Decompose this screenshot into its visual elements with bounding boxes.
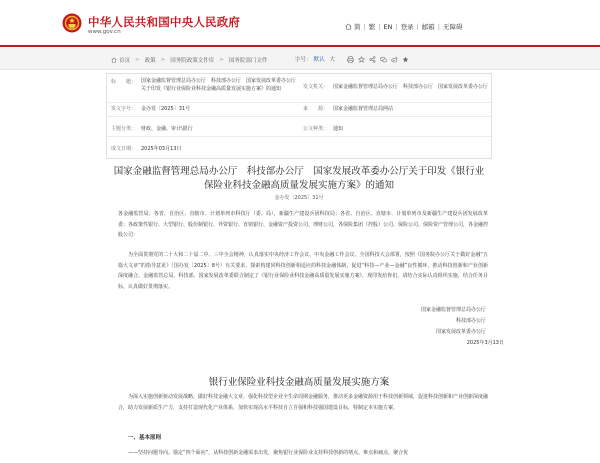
location-icon xyxy=(111,57,117,63)
site-url: www.gov.cn xyxy=(88,29,121,35)
font-size-large[interactable]: 大 xyxy=(329,57,336,63)
signature-2: 科技部办公厅 xyxy=(455,318,486,324)
signature-3: 国家发展改革委办公厅 xyxy=(435,329,486,335)
signature-date: 2025年3月13日 xyxy=(466,340,504,346)
header-divider xyxy=(0,45,600,47)
nav-login[interactable]: 登录 xyxy=(400,23,414,31)
document-title: 国家金融监督管理总局办公厅 科技部办公厅 国家发展改革委办公厅关于印发《银行业 保险业科技金融高质量发展实施方案》的通知 xyxy=(113,166,485,191)
meta-number-value: 金办发〔2025〕31号 xyxy=(141,106,191,112)
meta-number-label: 发文字号： xyxy=(111,106,137,112)
paragraph-intro: 为深入实施创新驱动发展战略，做好科技金融大文章，强化科技型企业全生命周期金融服务，推动更多金融资源用于科技创新领域，促进科技创新和产业创新深度融合，助力发展新质生产力，支持打造现代化产业体系，加快实现高水平科技自立自强和科技强国建设目标，特制定本实施方案。 xyxy=(118,394,489,411)
nav-simplified[interactable]: 简 xyxy=(345,22,361,31)
crumb-home[interactable]: 首页 xyxy=(119,58,131,64)
meta-kind-label: 公文种类： xyxy=(303,126,329,132)
heading-basic-principles: 一、基本原则 xyxy=(128,435,162,441)
document-meta-table xyxy=(106,73,492,159)
meta-kind-value: 通知 xyxy=(333,126,344,132)
paragraph-addressees: 各金融监管局；各省、自治区、直辖市、计划单列市科技厅（委、局），新疆生产建设兵团科技局；各省、自治区、直辖市、计划单列市及新疆生产建设兵团发展改革委；各政策性银行、大型银行、股份制银行、外资银行、直销银行、金融资产投资公司、理财公司，各保险集团（控股）公司、保险公司、保险资产管理公司，各金融控股公司： xyxy=(118,211,489,238)
meta-issuer-value: 国家金融监督管理总局办公厅 科技部办公厅 国家发展改革委办公厅 xyxy=(333,84,489,90)
nav-english[interactable]: EN xyxy=(383,22,393,31)
meta-topic-label: 主题分类： xyxy=(111,126,137,132)
paragraph-principle-1: ——坚持问题导向。锚定“四个面向”，从科技创新金融需求出发，聚焦银行业保险业支持科技创新的堵点、难点和痛点，聚合优 xyxy=(128,450,409,456)
national-emblem-icon[interactable] xyxy=(62,13,82,33)
font-size-label: 字号： xyxy=(295,57,312,63)
paragraph-notice: 为全面贯彻党的二十大和二十届二中、三中全会精神，认真落实中央经济工作会议、中央金融工作会议、全国科技大会部署，按照《国务院办公厅关于做好金融“五篇大文章”的指导意见》（国办发〔2025〕8号）有关要求，探索构建同科技创新相适应的科技金融体制，促进“科技—产业—金融”良性循环，推动科技创新和产业创新深度融合，金融监管总局、科技部、国家发展改革委联合制定了《银行业保险业科技金融高质量发展实施方案》，现印发给你们，请结合实际认真组织实施，结合任务目标，认真做好贯彻落实。 xyxy=(118,252,488,290)
crumb-department-docs[interactable]: 国务院部门文件 xyxy=(228,58,268,64)
page-tools xyxy=(295,55,409,63)
nav-mail[interactable]: 邮箱 xyxy=(421,23,435,31)
share-icon[interactable] xyxy=(369,56,376,63)
crumb-policy-library[interactable]: 国务院政策文件库 xyxy=(170,58,215,64)
home-icon xyxy=(345,23,352,30)
breadcrumb-bar xyxy=(0,48,600,70)
meta-title-value: 国家金融监督管理总局办公厅 科技部办公厅 国家发展改革委办公厅关于印发《银行业保险业科技金融高质量发展实施方案》的通知 xyxy=(141,78,297,92)
meta-source-label: 来 源： xyxy=(303,106,329,112)
meta-title-label: 标 题： xyxy=(111,79,137,85)
site-header xyxy=(0,0,600,46)
site-title[interactable]: 中华人民共和国中央人民政府 xyxy=(88,15,241,29)
top-nav: 简 | 繁 | EN | 登录 | 邮箱 | 无障碍 xyxy=(345,22,463,31)
favorite-icon[interactable] xyxy=(358,56,365,63)
crumb-policy[interactable]: 政策 xyxy=(144,58,156,64)
qzone-icon[interactable] xyxy=(402,56,409,63)
breadcrumb: 首页 > 政策 > 国务院政策文件库 > 国务院部门文件 xyxy=(111,56,267,64)
meta-date-value: 2025年03月13日 xyxy=(141,146,182,152)
signature-1: 国家金融监督管理总局办公厅 xyxy=(420,307,486,313)
nav-traditional[interactable]: 繁 xyxy=(368,23,376,31)
font-size-default[interactable]: 默认 xyxy=(313,57,325,63)
section-title: 银行业保险业科技金融高质量发展实施方案 xyxy=(208,377,390,388)
document-number: 金办发〔2025〕31号 xyxy=(274,195,324,201)
nav-accessibility[interactable]: 无障碍 xyxy=(443,23,463,31)
print-icon[interactable] xyxy=(347,56,354,63)
meta-source-value: 国家金融监督管理总局网站 xyxy=(333,106,394,112)
weibo-icon[interactable] xyxy=(391,56,398,63)
meta-topic-value: 财政、金融、审计\银行 xyxy=(141,126,193,132)
meta-issuer-label: 发文机关： xyxy=(303,84,329,90)
wechat-icon[interactable] xyxy=(380,56,387,63)
meta-date-label: 成文日期： xyxy=(111,146,137,152)
